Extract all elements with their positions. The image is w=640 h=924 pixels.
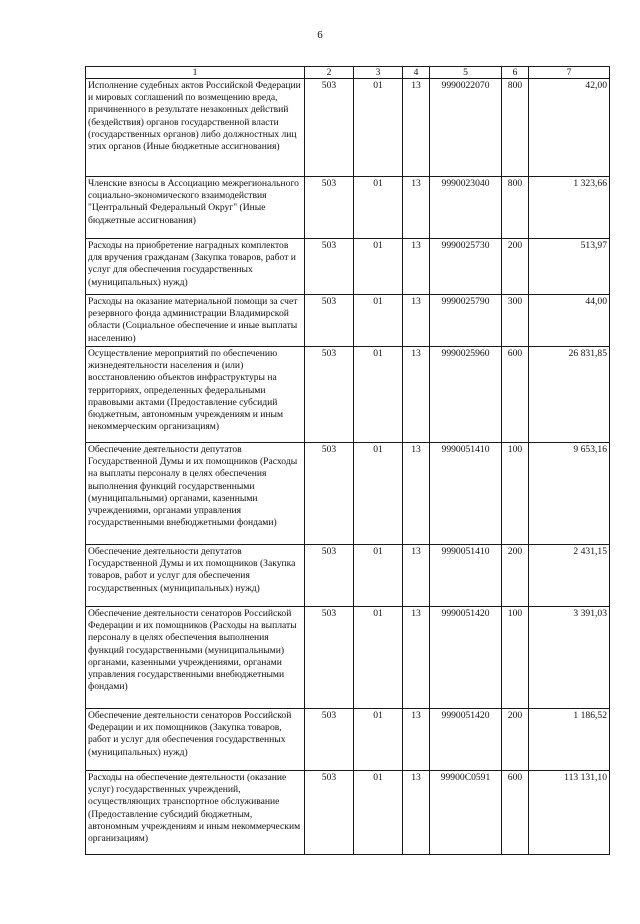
subsection-code-cell: 13	[403, 347, 430, 443]
expense-type-cell: 800	[502, 177, 529, 239]
amount-cell: 113 131,10	[529, 771, 610, 855]
admin-code-cell: 503	[305, 607, 354, 709]
subsection-code-cell: 13	[403, 239, 430, 295]
expense-name-cell: Обеспечение деятельности депутатов Государственной Думы и их помощников (Расходы на выплаты персоналу в целях обеспечения выполнения функций государственными (муниципальными) органами, казенными учреждениями, органами управления государственными внебюджетными фондами)	[86, 443, 305, 545]
amount-cell: 2 431,15	[529, 545, 610, 607]
header-cell-7: 7	[529, 67, 610, 79]
header-cell-5: 5	[430, 67, 502, 79]
admin-code-cell: 503	[305, 79, 354, 177]
table-row	[86, 709, 610, 771]
expense-name-cell: Расходы на оказание материальной помощи за счет резервного фонда администрации Владимирской области (Социальное обеспечение и иные выплаты населению)	[86, 295, 305, 347]
header-cell-4: 4	[403, 67, 430, 79]
target-article-cell: 9990025960	[430, 347, 502, 443]
table-row	[86, 295, 610, 347]
budget-table	[85, 66, 610, 855]
admin-code-cell: 503	[305, 177, 354, 239]
expense-type-cell: 200	[502, 545, 529, 607]
table-row	[86, 443, 610, 545]
expense-type-cell: 200	[502, 709, 529, 771]
target-article-cell: 9990051420	[430, 709, 502, 771]
section-code-cell: 01	[354, 709, 403, 771]
subsection-code-cell: 13	[403, 443, 430, 545]
expense-name-cell: Расходы на приобретение наградных комплектов для вручения гражданам (Закупка товаров, работ и услуг для обеспечения государственных (муниципальных) нужд)	[86, 239, 305, 295]
target-article-cell: 9990025730	[430, 239, 502, 295]
table-row	[86, 177, 610, 239]
subsection-code-cell: 13	[403, 545, 430, 607]
table-row	[86, 771, 610, 855]
admin-code-cell: 503	[305, 443, 354, 545]
expense-type-cell: 300	[502, 295, 529, 347]
amount-cell: 26 831,85	[529, 347, 610, 443]
header-cell-1: 1	[86, 67, 305, 79]
amount-cell: 1 186,52	[529, 709, 610, 771]
expense-type-cell: 600	[502, 347, 529, 443]
subsection-code-cell: 13	[403, 709, 430, 771]
subsection-code-cell: 13	[403, 177, 430, 239]
expense-name-cell: Обеспечение деятельности сенаторов Российской Федерации и их помощников (Закупка товаров, работ и услуг для обеспечения государственных (муниципальных) нужд)	[86, 709, 305, 771]
target-article-cell: 9990051410	[430, 545, 502, 607]
admin-code-cell: 503	[305, 239, 354, 295]
target-article-cell: 9990051410	[430, 443, 502, 545]
amount-cell: 9 653,16	[529, 443, 610, 545]
subsection-code-cell: 13	[403, 79, 430, 177]
subsection-code-cell: 13	[403, 771, 430, 855]
expense-name-cell: Расходы на обеспечение деятельности (оказание услуг) государственных учреждений, осуществляющих транспортное обслуживание (Предоставление субсидий бюджетным, автономным учреждениям и иным некоммерческим организациям)	[86, 771, 305, 855]
expense-type-cell: 200	[502, 239, 529, 295]
table-row	[86, 347, 610, 443]
subsection-code-cell: 13	[403, 607, 430, 709]
amount-cell: 513,97	[529, 239, 610, 295]
table-row	[86, 79, 610, 177]
amount-cell: 42,00	[529, 79, 610, 177]
section-code-cell: 01	[354, 545, 403, 607]
table-header-row	[86, 67, 610, 79]
section-code-cell: 01	[354, 347, 403, 443]
expense-name-cell: Членские взносы в Ассоциацию межрегионального социально-экономического взаимодействия "Центральный Федеральный Округ" (Иные бюджетные ассигнования)	[86, 177, 305, 239]
target-article-cell: 9990023040	[430, 177, 502, 239]
section-code-cell: 01	[354, 239, 403, 295]
expense-name-cell: Обеспечение деятельности сенаторов Российской Федерации и их помощников (Расходы на выплаты персоналу в целях обеспечения выполнения функций государственными (муниципальными) органами, казенными учреждениями, органами управления государственными внебюджетными фондами)	[86, 607, 305, 709]
amount-cell: 1 323,66	[529, 177, 610, 239]
table-row	[86, 607, 610, 709]
header-cell-3: 3	[354, 67, 403, 79]
target-article-cell: 9990022070	[430, 79, 502, 177]
expense-type-cell: 600	[502, 771, 529, 855]
section-code-cell: 01	[354, 79, 403, 177]
subsection-code-cell: 13	[403, 295, 430, 347]
admin-code-cell: 503	[305, 709, 354, 771]
section-code-cell: 01	[354, 443, 403, 545]
expense-name-cell: Исполнение судебных актов Российской Федерации и мировых соглашений по возмещению вреда, причиненного в результате незаконных действий (бездействия) органов государственной власти (государственных органов) либо должностных лиц этих органов (Иные бюджетные ассигнования)	[86, 79, 305, 177]
target-article-cell: 9990025790	[430, 295, 502, 347]
section-code-cell: 01	[354, 607, 403, 709]
expense-type-cell: 800	[502, 79, 529, 177]
expense-type-cell: 100	[502, 443, 529, 545]
admin-code-cell: 503	[305, 771, 354, 855]
section-code-cell: 01	[354, 177, 403, 239]
section-code-cell: 01	[354, 771, 403, 855]
expense-name-cell: Осуществление мероприятий по обеспечению жизнедеятельности населения и (или) восстановлению объектов инфраструктуры на территориях, определенных федеральными правовыми актами (Предоставление субсидий бюджетным, автономным учреждениям и иным некоммерческим организациям)	[86, 347, 305, 443]
expense-type-cell: 100	[502, 607, 529, 709]
expense-name-cell: Обеспечение деятельности депутатов Государственной Думы и их помощников (Закупка товаров, работ и услуг для обеспечения государственных (муниципальных) нужд)	[86, 545, 305, 607]
admin-code-cell: 503	[305, 295, 354, 347]
target-article-cell: 99900С0591	[430, 771, 502, 855]
amount-cell: 3 391,03	[529, 607, 610, 709]
header-cell-6: 6	[502, 67, 529, 79]
amount-cell: 44,00	[529, 295, 610, 347]
admin-code-cell: 503	[305, 347, 354, 443]
admin-code-cell: 503	[305, 545, 354, 607]
header-cell-2: 2	[305, 67, 354, 79]
page-number: 6	[317, 29, 323, 41]
section-code-cell: 01	[354, 295, 403, 347]
table-row	[86, 545, 610, 607]
target-article-cell: 9990051420	[430, 607, 502, 709]
table-row	[86, 239, 610, 295]
